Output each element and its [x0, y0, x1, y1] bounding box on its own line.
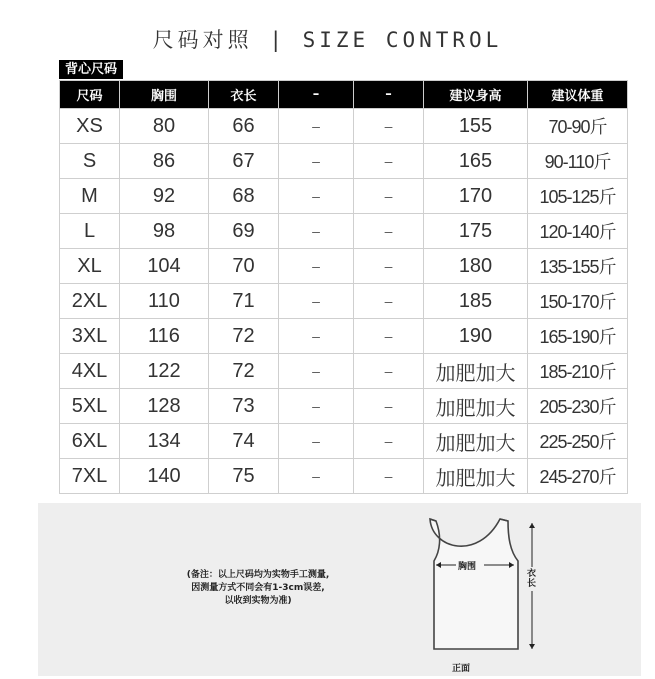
size-table	[59, 80, 628, 494]
cell-height: 185	[424, 284, 528, 319]
cell-blank: –	[354, 214, 424, 249]
cell-chest: 140	[120, 459, 209, 494]
cell-length: 69	[209, 214, 279, 249]
size-table-header	[60, 81, 628, 109]
cell-height: 155	[424, 109, 528, 144]
cell-length: 74	[209, 424, 279, 459]
vest-outline-icon	[408, 509, 538, 675]
cell-blank: –	[279, 214, 354, 249]
cell-blank: –	[354, 144, 424, 179]
cell-blank: –	[354, 109, 424, 144]
cell-height: 加肥加大	[424, 459, 528, 494]
table-row	[60, 389, 628, 424]
cell-blank: –	[279, 319, 354, 354]
table-row	[60, 354, 628, 389]
header-chest: 胸围	[120, 81, 209, 109]
cell-chest: 122	[120, 354, 209, 389]
table-row	[60, 109, 628, 144]
cell-size: 7XL	[60, 459, 120, 494]
note-line: 以收到实物为准)	[224, 596, 292, 606]
cell-blank: –	[279, 179, 354, 214]
cell-height: 175	[424, 214, 528, 249]
note-line: 因测量方式不同会有1-3cm误差,	[191, 583, 325, 593]
front-label: 正面	[452, 664, 471, 674]
cell-blank: –	[279, 354, 354, 389]
cell-length: 72	[209, 354, 279, 389]
cell-chest: 116	[120, 319, 209, 354]
table-row	[60, 179, 628, 214]
cell-blank: –	[279, 144, 354, 179]
cell-chest: 110	[120, 284, 209, 319]
table-row	[60, 319, 628, 354]
cell-length: 70	[209, 249, 279, 284]
measurement-panel	[38, 503, 641, 676]
cell-length: 66	[209, 109, 279, 144]
table-row	[60, 284, 628, 319]
cell-weight: 185-210斤	[528, 354, 628, 389]
cell-length: 75	[209, 459, 279, 494]
cell-weight: 245-270斤	[528, 459, 628, 494]
cell-weight: 90-110斤	[528, 144, 628, 179]
cell-blank: –	[279, 109, 354, 144]
cell-height: 190	[424, 319, 528, 354]
cell-weight: 165-190斤	[528, 319, 628, 354]
cell-height: 180	[424, 249, 528, 284]
cell-size: XS	[60, 109, 120, 144]
cell-blank: –	[354, 424, 424, 459]
cell-length: 68	[209, 179, 279, 214]
cell-chest: 92	[120, 179, 209, 214]
cell-length: 71	[209, 284, 279, 319]
header-length: 衣长	[209, 81, 279, 109]
cell-blank: –	[279, 284, 354, 319]
cell-chest: 98	[120, 214, 209, 249]
cell-height: 加肥加大	[424, 424, 528, 459]
cell-weight: 70-90斤	[528, 109, 628, 144]
cell-weight: 105-125斤	[528, 179, 628, 214]
cell-weight: 150-170斤	[528, 284, 628, 319]
cell-length: 73	[209, 389, 279, 424]
cell-blank: –	[354, 284, 424, 319]
table-row	[60, 144, 628, 179]
cell-weight: 120-140斤	[528, 214, 628, 249]
cell-size: M	[60, 179, 120, 214]
cell-weight: 205-230斤	[528, 389, 628, 424]
table-row	[60, 249, 628, 284]
measurement-note	[158, 569, 358, 608]
cell-height: 165	[424, 144, 528, 179]
page-title: 尺码对照 | SIZE CONTROL	[152, 28, 503, 52]
cell-chest: 80	[120, 109, 209, 144]
cell-size: S	[60, 144, 120, 179]
cell-size: L	[60, 214, 120, 249]
header-suggested-height: 建议身高	[424, 81, 528, 109]
vest-diagram	[408, 509, 538, 675]
cell-size: 4XL	[60, 354, 120, 389]
cell-blank: –	[279, 459, 354, 494]
cell-chest: 104	[120, 249, 209, 284]
header-blank-2: –	[354, 81, 424, 109]
cell-size: 3XL	[60, 319, 120, 354]
cell-blank: –	[279, 249, 354, 284]
cell-blank: –	[279, 424, 354, 459]
cell-size: 6XL	[60, 424, 120, 459]
cell-height: 加肥加大	[424, 354, 528, 389]
cell-blank: –	[354, 459, 424, 494]
table-row	[60, 424, 628, 459]
cell-chest: 86	[120, 144, 209, 179]
cell-weight: 135-155斤	[528, 249, 628, 284]
cell-blank: –	[354, 354, 424, 389]
vest-size-tag: 背心尺码	[59, 60, 123, 79]
cell-size: 2XL	[60, 284, 120, 319]
header-blank-1: –	[279, 81, 354, 109]
cell-height: 加肥加大	[424, 389, 528, 424]
cell-chest: 134	[120, 424, 209, 459]
cell-blank: –	[354, 389, 424, 424]
cell-blank: –	[354, 249, 424, 284]
cell-chest: 128	[120, 389, 209, 424]
header-size: 尺码	[60, 81, 120, 109]
header-suggested-weight: 建议体重	[528, 81, 628, 109]
table-row	[60, 214, 628, 249]
chest-label: 胸围	[458, 562, 477, 572]
cell-blank: –	[279, 389, 354, 424]
cell-height: 170	[424, 179, 528, 214]
cell-length: 67	[209, 144, 279, 179]
note-line: (备注：以上尺码均为实物手工测量,	[186, 570, 330, 580]
length-label: 衣长	[527, 569, 537, 589]
cell-length: 72	[209, 319, 279, 354]
cell-weight: 225-250斤	[528, 424, 628, 459]
cell-blank: –	[354, 179, 424, 214]
table-row	[60, 459, 628, 494]
cell-size: XL	[60, 249, 120, 284]
cell-blank: –	[354, 319, 424, 354]
cell-size: 5XL	[60, 389, 120, 424]
